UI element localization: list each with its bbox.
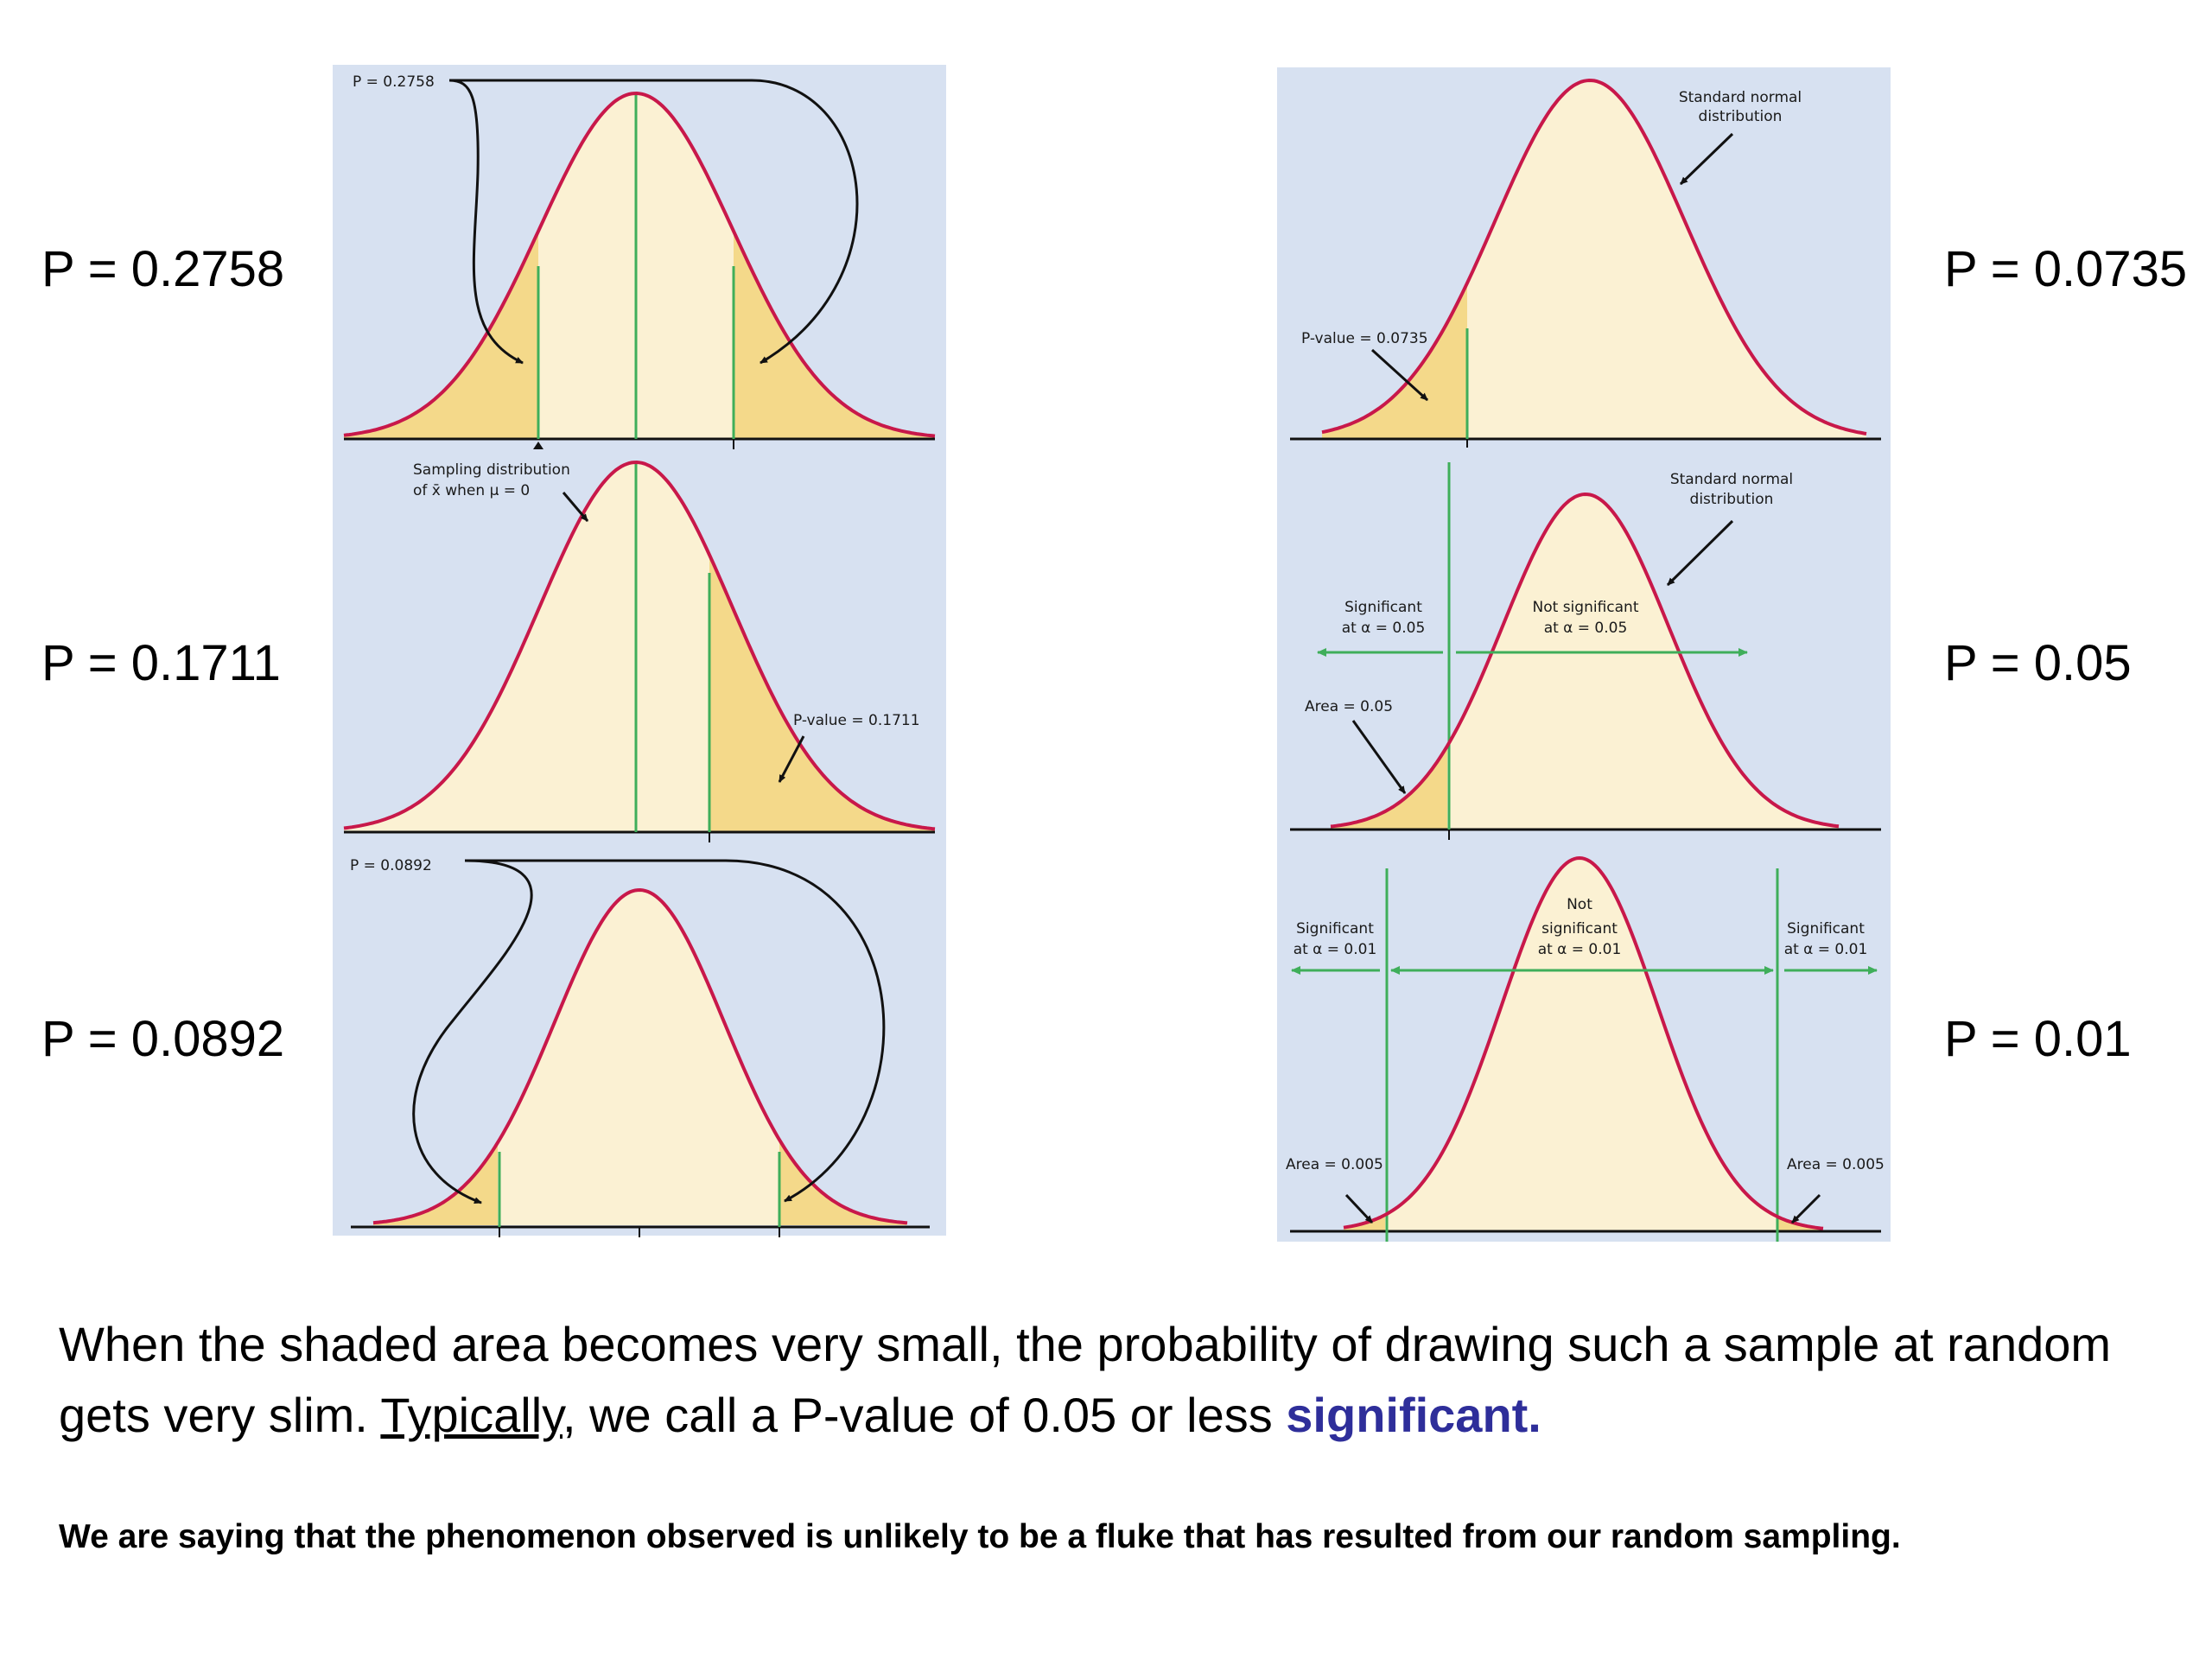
r3-left-significant-line1: Significant <box>1296 920 1374 938</box>
r3-left-area-arrow <box>1346 1195 1372 1223</box>
left-p-label-3: P = 0.0892 <box>41 1011 285 1067</box>
r2-significant-line1: Significant <box>1344 599 1422 616</box>
r3-left-significant-line2: at α = 0.01 <box>1293 941 1377 958</box>
panel-l3 <box>350 857 930 1237</box>
l3-left-tail <box>373 1142 498 1225</box>
r3-curve-fill <box>1344 858 1823 1231</box>
r3-right-area-label: Area = 0.005 <box>1787 1156 1885 1173</box>
r2-area-label: Area = 0.05 <box>1305 698 1394 715</box>
l3-curve-fill <box>373 890 907 1225</box>
r2-curve-fill <box>1331 494 1839 830</box>
r1-left-tail <box>1322 283 1467 439</box>
r3-not-significant-line2: significant <box>1541 920 1618 938</box>
caption-text-1: When the shaded area becomes very small, the probability of drawing such a sample at random gets very slim. <box>59 1317 2112 1442</box>
r2-annotation-line1: Standard normal <box>1669 471 1794 488</box>
r3-not-significant-line3: at α = 0.01 <box>1537 941 1622 958</box>
r1-annotation-arrow <box>1681 134 1732 184</box>
r2-area-arrow <box>1353 721 1405 793</box>
conclusion-note: We are saying that the phenomenon observed is unlikely to be a fluke that has resulted from our random sampling. <box>59 1518 1901 1555</box>
r2-not-significant-line1: Not significant <box>1532 599 1639 616</box>
r3-right-significant-line2: at α = 0.01 <box>1783 941 1868 958</box>
l3-p-annotation: P = 0.0892 <box>350 857 432 874</box>
right-p-label-1: P = 0.0735 <box>1944 241 2188 297</box>
l2-annotation-line2: of x̄ when μ = 0 <box>413 482 531 499</box>
l2-annotation-arrow <box>563 493 588 521</box>
panel-r3 <box>1286 858 1885 1242</box>
caption <box>59 1309 2167 1451</box>
l2-curve-fill <box>344 462 935 832</box>
right-p-label-2: P = 0.05 <box>1944 635 2132 691</box>
caption-text-2: , we call a P-value of 0.05 or less <box>562 1388 1287 1442</box>
caption-highlight: significant. <box>1286 1388 1541 1442</box>
r2-significant-line2: at α = 0.05 <box>1341 620 1426 637</box>
r3-not-significant-line1: Not <box>1567 896 1592 913</box>
left-p-label-2: P = 0.1711 <box>41 635 281 691</box>
r3-right-area-arrow <box>1792 1195 1820 1223</box>
caption-underlined: Typically <box>380 1388 563 1442</box>
panel-l2 <box>344 461 935 842</box>
l2-right-tail <box>709 555 935 832</box>
r2-not-significant-line2: at α = 0.05 <box>1543 620 1628 637</box>
r2-annotation-line2: distribution <box>1689 491 1774 508</box>
left-p-label-1: P = 0.2758 <box>41 241 285 297</box>
panel-r2 <box>1290 462 1881 840</box>
r2-annotation-arrow <box>1668 521 1732 585</box>
l1-p-annotation: P = 0.2758 <box>353 73 435 91</box>
panel-r1 <box>1290 80 1881 448</box>
r3-right-significant-line1: Significant <box>1787 920 1865 938</box>
r3-left-area-label: Area = 0.005 <box>1286 1156 1383 1173</box>
r1-p-annotation: P-value = 0.0735 <box>1301 330 1428 347</box>
right-p-label-3: P = 0.01 <box>1944 1011 2132 1067</box>
r1-annotation-line1: Standard normal <box>1678 89 1802 106</box>
l1-left-tail <box>344 232 538 439</box>
l1-tick-triangle <box>533 442 543 449</box>
r2-left-tail <box>1331 746 1447 830</box>
l1-right-tail <box>734 232 933 439</box>
l2-p-annotation: P-value = 0.1711 <box>793 712 920 729</box>
panel-l1 <box>344 73 935 449</box>
l2-annotation-line1: Sampling distribution <box>413 461 570 479</box>
r1-annotation-line2: distribution <box>1698 108 1783 125</box>
